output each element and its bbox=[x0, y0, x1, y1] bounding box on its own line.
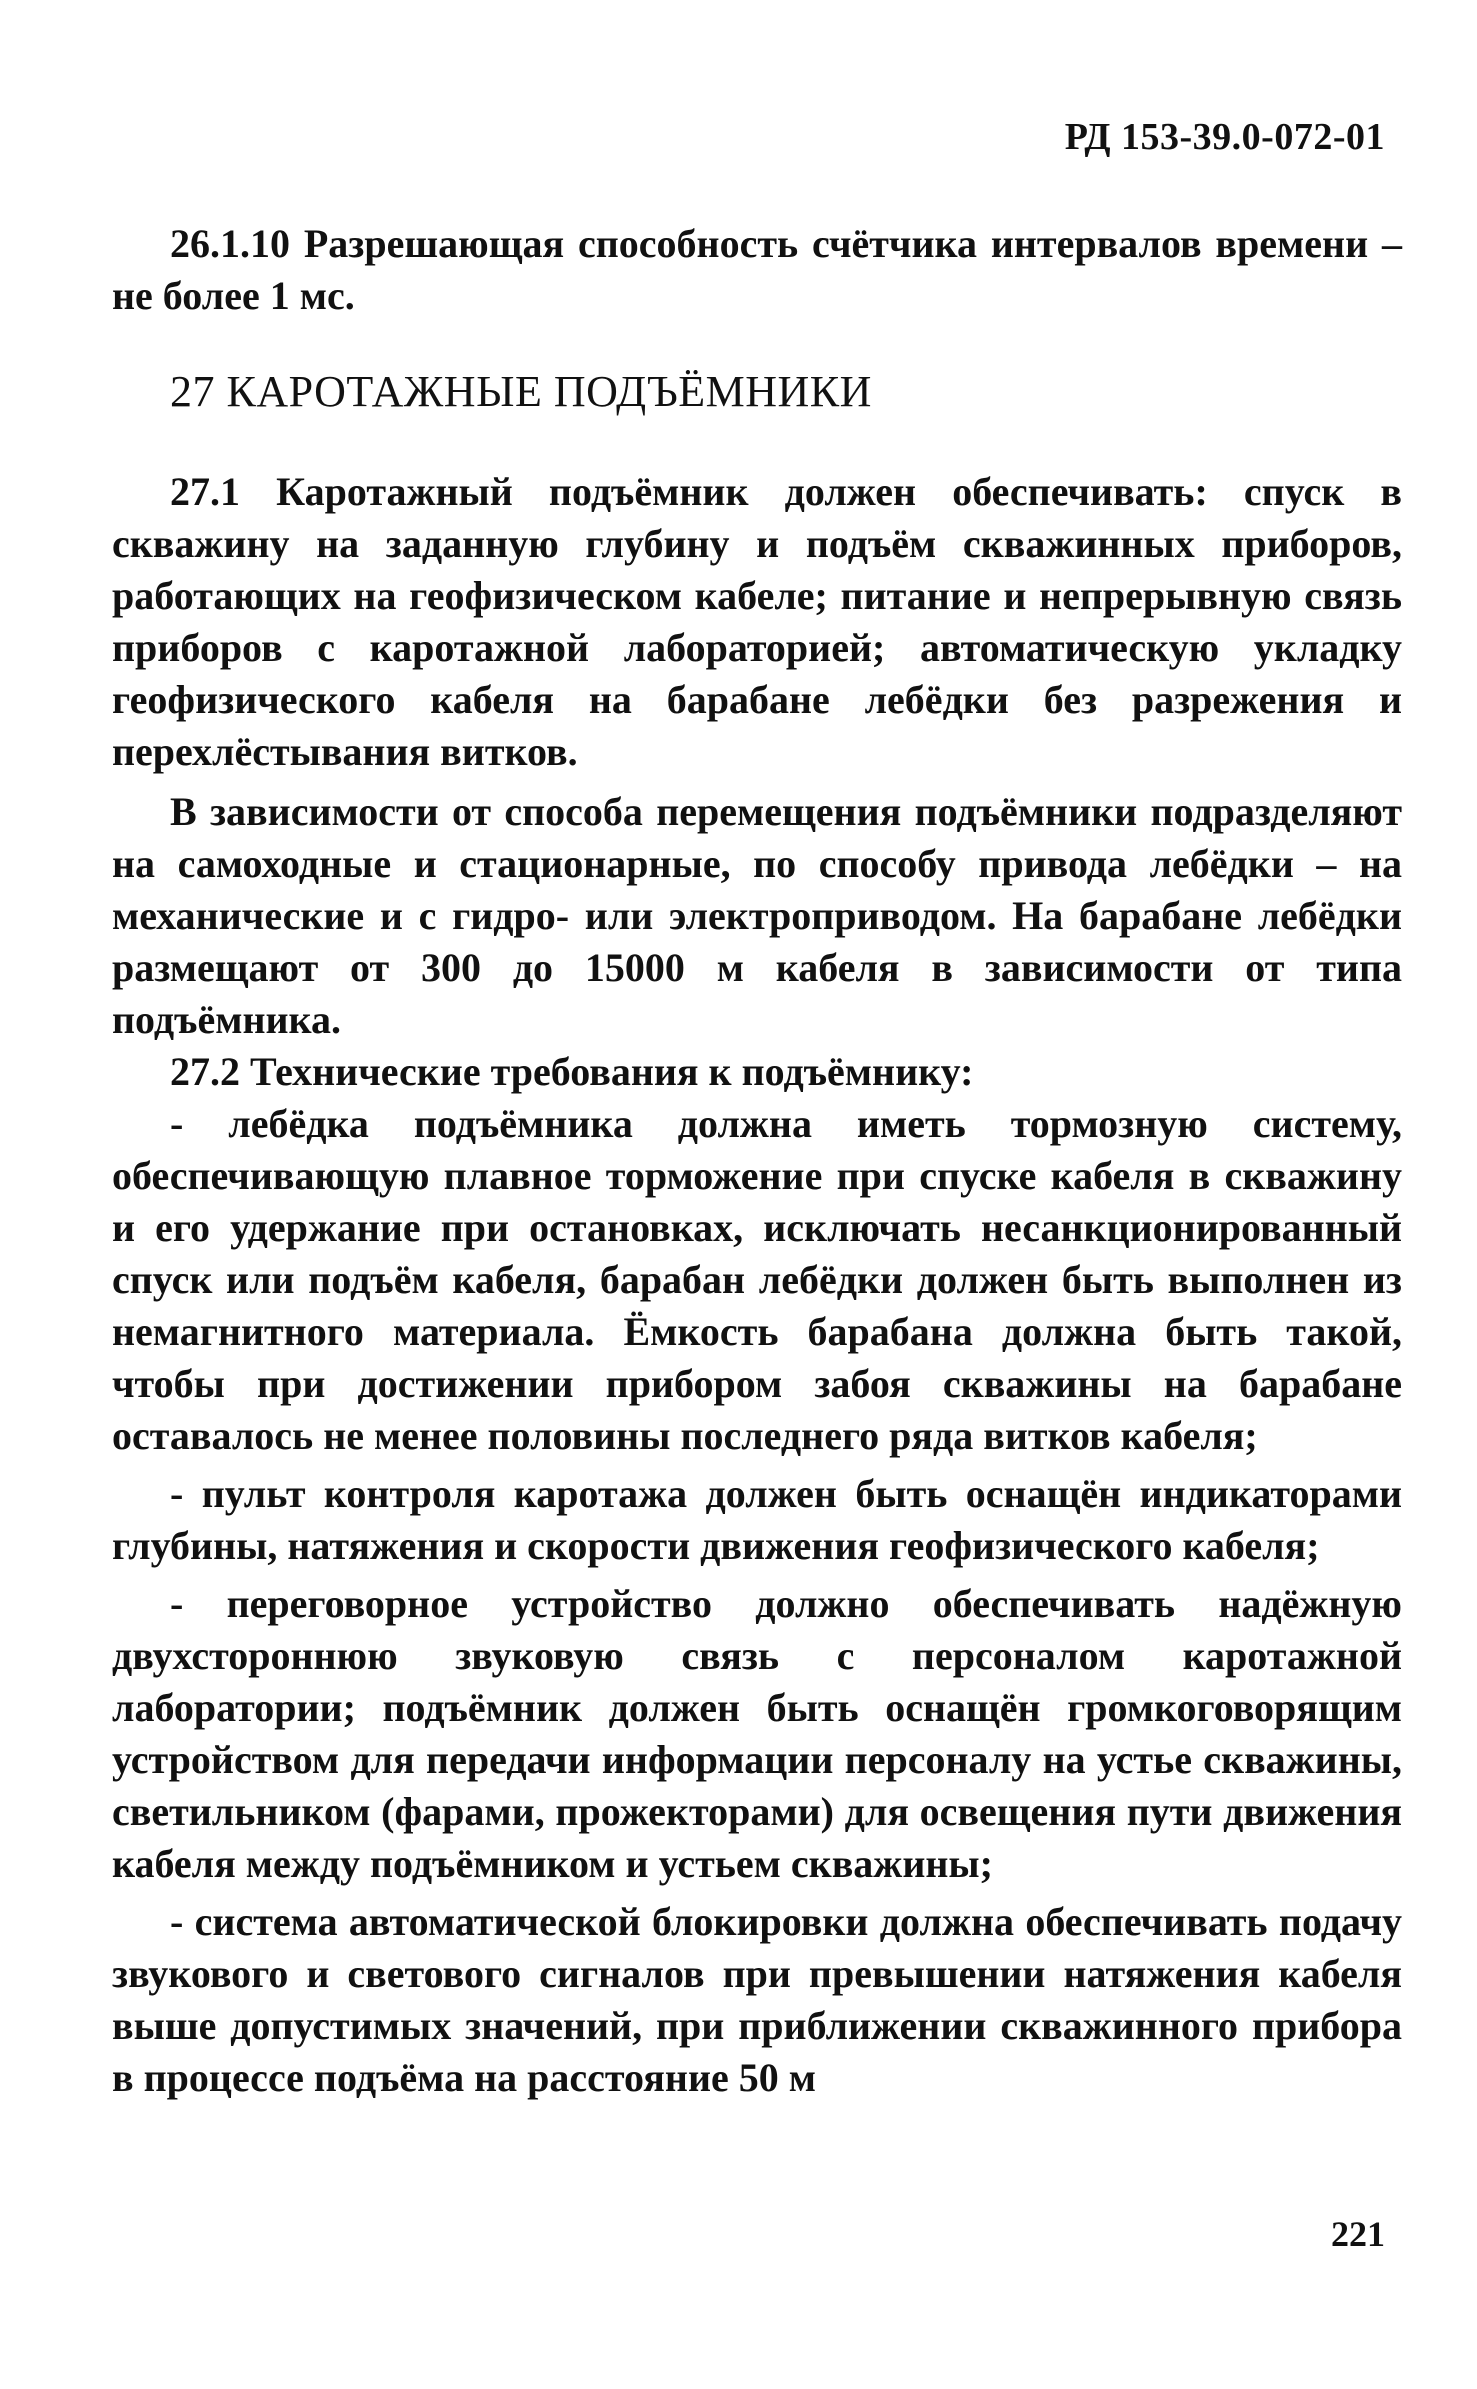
section-heading: 27 КАРОТАЖНЫЕ ПОДЪЁМНИКИ bbox=[170, 367, 872, 416]
list-item-winch: - лебёдка подъёмника должна иметь тормозную систему, обеспечивающую плавное торможение при спуске кабеля в скважину и его удержание при остановках, исключать несанкционированный спуск или подъём кабеля, барабан лебёдки должен быть выполнен из немагнитного материала. Ёмкость барабана должна быть такой, чтобы при достижении прибором забоя скважины на барабане оставалось не менее половины последнего ряда витков кабеля; bbox=[112, 1101, 1402, 1458]
document-code: РД 153-39.0-072-01 bbox=[1064, 116, 1385, 158]
section-27-heading bbox=[112, 364, 1402, 420]
list-item-blocking: - система автоматической блокировки должна обеспечивать подачу звукового и светового сигналов при превышении натяжения кабеля выше допустимых значений, при приближении скважинного прибора в процессе подъёма на расстояние 50 м bbox=[112, 1899, 1402, 2100]
page-number: 221 bbox=[1331, 2214, 1385, 2254]
paragraph-27-1-continued: В зависимости от способа перемещения подъёмники подразделяют на самоходные и стационарные, по способу привода лебёдки – на механические и с гидро- или электроприводом. На барабане лебёдки размещают от 300 до 15000 м кабеля в зависимости от типа подъёмника. bbox=[112, 789, 1402, 1042]
paragraph-26-1-10: 26.1.10 Разрешающая способность счётчика интервалов времени – не более 1 мс. bbox=[112, 221, 1402, 318]
list-item-intercom: - переговорное устройство должно обеспечивать надёжную двухстороннюю звуковую связь с персоналом каротажной лаборатории; подъёмник должен быть оснащён громкоговорящим устройством для передачи информации персоналу на устье скважины, светильником (фарами, прожекторами) для освещения пути движения кабеля между подъёмником и устьем скважины; bbox=[112, 1581, 1402, 1886]
list-item-console: - пульт контроля каротажа должен быть оснащён индикаторами глубины, натяжения и скорости движения геофизического кабеля; bbox=[112, 1471, 1402, 1568]
paragraph-27-2: 27.2 Технические требования к подъёмнику: bbox=[170, 1049, 974, 1094]
paragraph-27-1: 27.1 Каротажный подъёмник должен обеспечивать: спуск в скважину на заданную глубину и подъём скважинных приборов, работающих на геофизическом кабеле; питание и непрерывную связь приборов с каротажной лабораторией; автоматическую укладку геофизического кабеля на барабане лебёдки без разрежения и перехлёстывания витков. bbox=[112, 469, 1402, 774]
section-26-1-10 bbox=[112, 218, 1402, 322]
section-27-body bbox=[112, 466, 1402, 2104]
